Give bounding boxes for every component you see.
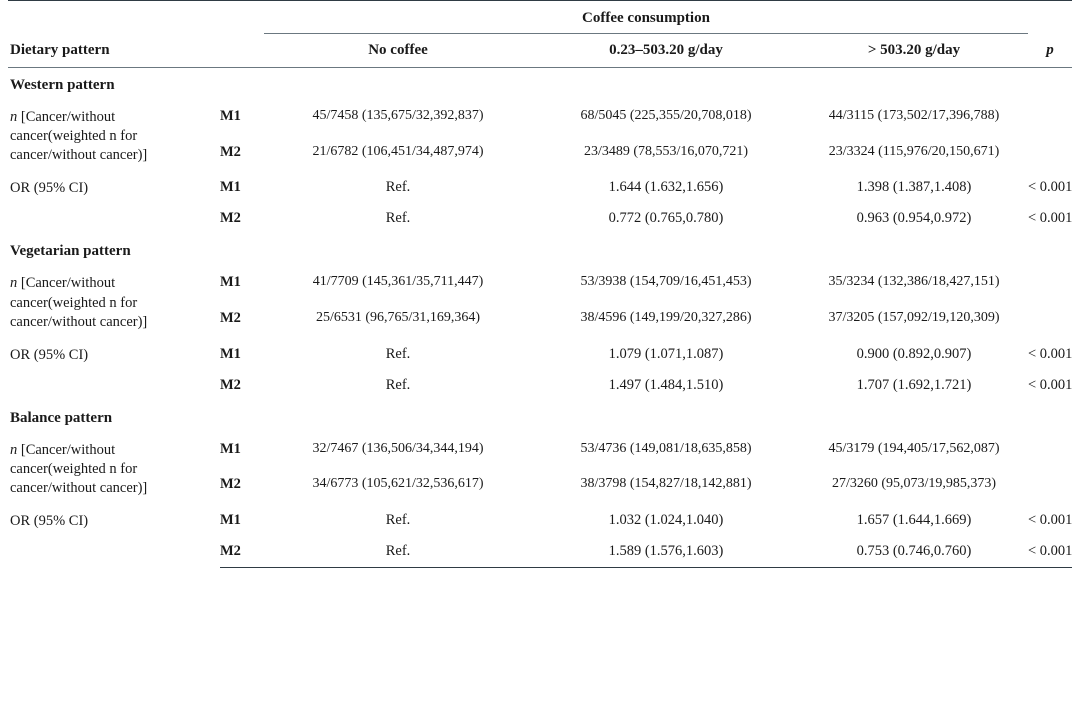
cell-n-m1-g1: 41/7709 (145,361/35,711,447) xyxy=(312,274,484,290)
cell-n-m1-g2: 53/3938 (154,709/16,451,453) xyxy=(580,274,752,290)
cell-n-m2-g3: 27/3260 (95,073/19,985,373) xyxy=(831,476,997,492)
cell-or-m2-g3: 1.707 (1.692,1.721) xyxy=(856,376,972,393)
cell-or-m2-g1: Ref. xyxy=(385,210,411,227)
section-title-row xyxy=(8,401,1072,434)
cell-n-m2-p xyxy=(1028,303,1072,339)
cell-n-m1-g3: 35/3234 (132,386/18,427,151) xyxy=(828,274,1000,290)
model-label-m1: M1 xyxy=(220,512,241,529)
section-title-row xyxy=(8,234,1072,267)
cell-n-m1-p xyxy=(1028,101,1072,137)
cell-or-m1-p: < 0.001 xyxy=(1028,512,1073,529)
cell-or-m1-p: < 0.001 xyxy=(1028,345,1073,362)
row-label-n-cancer xyxy=(8,434,220,505)
cell-n-m1-g3: 44/3115 (173,502/17,396,788) xyxy=(828,108,1000,123)
row-label-or: OR (95% CI) xyxy=(10,346,89,363)
cell-or-m2-g1: Ref. xyxy=(385,376,411,393)
cell-n-m2-g3: 37/3205 (157,092/19,120,309) xyxy=(828,310,1000,326)
row-label-or: OR (95% CI) xyxy=(10,180,89,197)
table-row xyxy=(8,434,1072,470)
table-header-spanner-row xyxy=(8,1,1072,34)
model-label-m2: M2 xyxy=(220,536,264,568)
table-row xyxy=(8,101,1072,137)
column-header-p-value: p xyxy=(1028,34,1072,68)
cell-or-m1-g1: Ref. xyxy=(385,179,411,196)
cell-or-m1-g1: Ref. xyxy=(385,512,411,529)
cell-or-m1-g2: 1.079 (1.071,1.087) xyxy=(608,345,724,362)
model-label-m1: M1 xyxy=(220,108,241,124)
table-header-row xyxy=(8,34,1072,68)
section-title-row xyxy=(8,68,1072,102)
table-row xyxy=(8,505,1072,536)
cell-n-m2-g2: 38/4596 (149,199/20,327,286) xyxy=(580,310,752,326)
cell-or-m2-g2: 1.497 (1.484,1.510) xyxy=(608,376,724,393)
cell-n-m1-g2: 53/4736 (149,081/18,635,858) xyxy=(580,440,752,456)
column-header-model xyxy=(220,34,264,68)
cell-n-m1-g1: 32/7467 (136,506/34,344,194) xyxy=(312,440,484,456)
table-row xyxy=(8,339,1072,370)
cell-or-m1-g2: 1.032 (1.024,1.040) xyxy=(608,512,724,529)
cell-or-m1-g2: 1.644 (1.632,1.656) xyxy=(608,179,724,196)
cell-or-m1-g3: 0.900 (0.892,0.907) xyxy=(856,345,972,362)
cell-or-m2-g1: Ref. xyxy=(264,536,532,568)
cell-n-m2-p xyxy=(1028,469,1072,505)
cell-or-m1-p: < 0.001 xyxy=(1028,179,1073,196)
cell-or-m1-g3: 1.657 (1.644,1.669) xyxy=(856,512,972,529)
cell-n-m1-g3: 45/3179 (194,405/17,562,087) xyxy=(828,440,1000,456)
row-label-n-rest: [Cancer/without cancer(weighted n for cancer/without cancer)] xyxy=(10,441,148,496)
model-label-m2: M2 xyxy=(220,310,241,327)
table-row xyxy=(8,172,1072,203)
cell-or-m2-p: < 0.001 xyxy=(1028,376,1073,393)
cell-or-m2-g2: 0.772 (0.765,0.780) xyxy=(608,210,724,227)
cell-n-m1-g1: 45/7458 (135,675/32,392,837) xyxy=(312,108,484,123)
column-header-high-coffee: > 503.20 g/day xyxy=(800,34,1028,68)
row-label-n-italic: n xyxy=(10,441,18,458)
cell-or-m1-g1: Ref. xyxy=(385,345,411,362)
cell-n-m2-g2: 38/3798 (154,827/18,142,881) xyxy=(580,476,752,492)
row-label-n-cancer xyxy=(8,101,220,172)
row-label-n-italic: n xyxy=(10,275,18,292)
model-label-m1: M1 xyxy=(220,440,241,457)
model-label-m2: M2 xyxy=(220,476,241,493)
cell-n-m1-p xyxy=(1028,434,1072,470)
cell-or-m2-g2: 1.589 (1.576,1.603) xyxy=(532,536,800,568)
section-title-balance: Balance pattern xyxy=(10,409,113,426)
cell-n-m1-g2: 68/5045 (225,355/20,708,018) xyxy=(580,108,752,123)
row-label-n-cancer xyxy=(8,267,220,338)
section-title-western: Western pattern xyxy=(10,77,115,93)
model-label-m1: M1 xyxy=(220,345,241,362)
cell-n-m2-g3: 23/3324 (115,976/20,150,671) xyxy=(828,143,1000,159)
cell-n-m2-g1: 21/6782 (106,451/34,487,974) xyxy=(312,143,484,159)
model-label-m1: M1 xyxy=(220,274,241,291)
cell-or-m1-g3: 1.398 (1.387,1.408) xyxy=(856,179,972,196)
cell-or-m2-p: < 0.001 xyxy=(1028,536,1072,568)
section-title-vegetarian: Vegetarian pattern xyxy=(10,243,131,260)
column-header-dietary-pattern: Dietary pattern xyxy=(8,34,220,68)
spanner-coffee-consumption: Coffee consumption xyxy=(264,1,1028,34)
cell-n-m2-p xyxy=(1028,137,1072,173)
cell-n-m2-g1: 25/6531 (96,765/31,169,364) xyxy=(315,310,481,326)
row-label-n-italic: n xyxy=(10,109,18,125)
cell-n-m2-g2: 23/3489 (78,553/16,070,721) xyxy=(583,143,749,159)
row-label-n-rest: [Cancer/without cancer(weighted n for cancer/without cancer)] xyxy=(10,275,148,330)
row-label-n-rest: [Cancer/without cancer(weighted n for cancer/without cancer)] xyxy=(10,109,148,164)
cell-or-m2-g3: 0.753 (0.746,0.760) xyxy=(800,536,1028,568)
results-table xyxy=(8,0,1072,568)
cell-or-m2-g3: 0.963 (0.954,0.972) xyxy=(856,210,972,227)
model-label-m2: M2 xyxy=(220,376,241,393)
cell-n-m2-g1: 34/6773 (105,621/32,536,617) xyxy=(312,476,484,492)
cell-n-m1-p xyxy=(1028,267,1072,303)
model-label-m1: M1 xyxy=(220,179,241,196)
column-header-no-coffee: No coffee xyxy=(264,34,532,68)
model-label-m2: M2 xyxy=(220,143,241,160)
model-label-m2: M2 xyxy=(220,210,241,227)
row-label-or: OR (95% CI) xyxy=(10,513,89,530)
cell-or-m2-p: < 0.001 xyxy=(1028,210,1073,227)
column-header-mid-coffee: 0.23–503.20 g/day xyxy=(532,34,800,68)
table-row xyxy=(8,267,1072,303)
